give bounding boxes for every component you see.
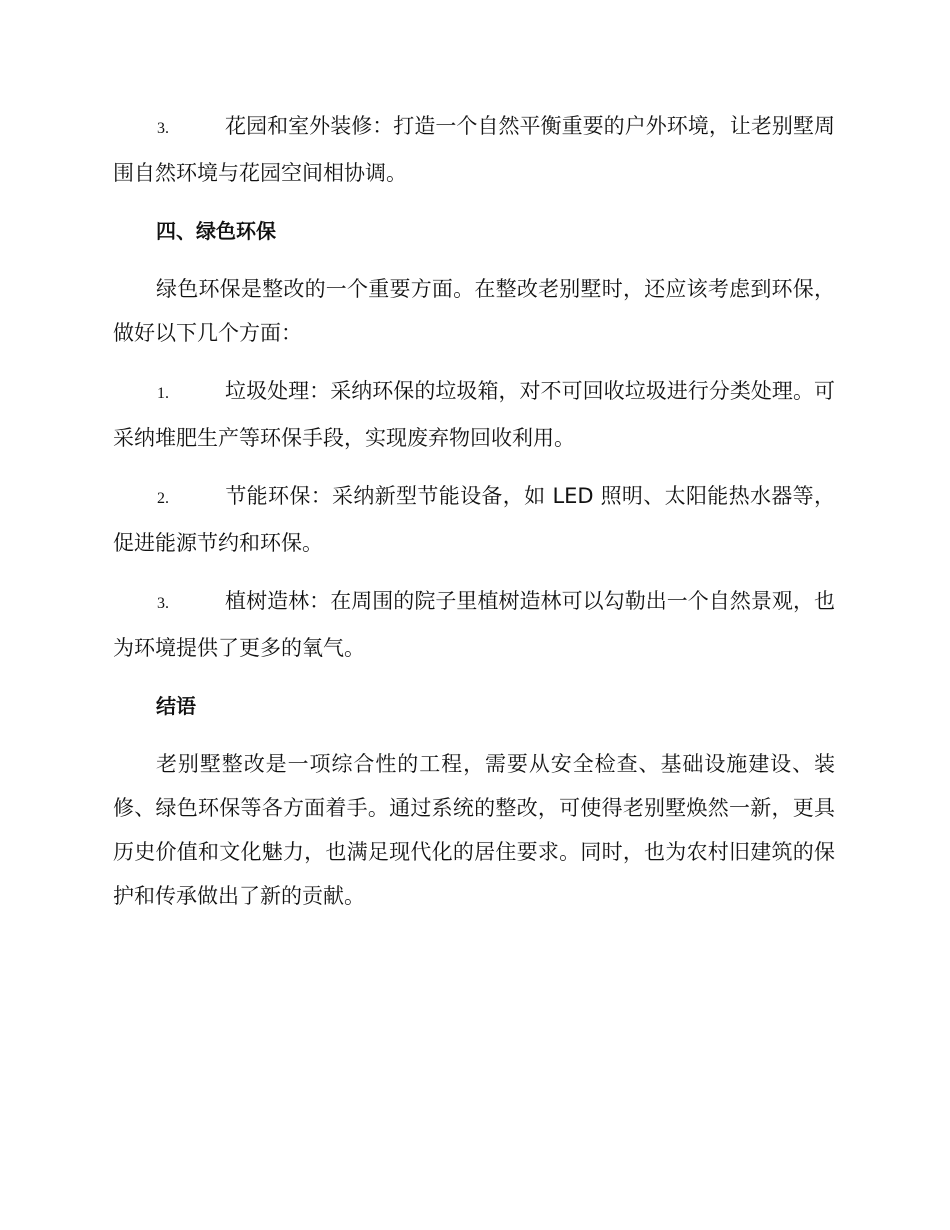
list-item-text: 节能环保：采纳新型节能设备，如 LED 照明、太阳能热水器等，促进能源节约和环保。 <box>113 484 835 555</box>
section-heading-conclusion: 结语 <box>156 694 196 718</box>
list-number: 2. <box>157 490 169 507</box>
list-number: 3. <box>157 120 169 137</box>
section-heading-green: 四、绿色环保 <box>156 219 276 243</box>
document-page <box>113 104 835 918</box>
section-intro-paragraph: 绿色环保是整改的一个重要方面。在整改老别墅时，还应该考虑到环保，做好以下几个方面： <box>113 277 835 345</box>
list-item-energy <box>113 474 835 565</box>
list-item-text: 植树造林：在周围的院子里植树造林可以勾勒出一个自然景观，也为环境提供了更多的氧气。 <box>113 589 835 660</box>
conclusion-paragraph: 老别墅整改是一项综合性的工程，需要从安全检查、基础设施建设、装修、绿色环保等各方面着手。通过系统的整改，可使得老别墅焕然一新，更具历史价值和文化魅力，也满足现代化的居住要求。同时，也为农村旧建筑的保护和传承做出了新的贡献。 <box>113 752 835 908</box>
list-number: 3. <box>157 595 169 612</box>
list-item-trees <box>113 579 835 670</box>
list-item-waste <box>113 369 835 460</box>
list-item-garden <box>113 104 835 195</box>
list-item-text: 垃圾处理：采纳环保的垃圾箱，对不可回收垃圾进行分类处理。可采纳堆肥生产等环保手段，实现废弃物回收利用。 <box>113 379 835 450</box>
list-item-text: 花园和室外装修：打造一个自然平衡重要的户外环境，让老别墅周围自然环境与花园空间相协调。 <box>113 114 835 185</box>
list-number: 1. <box>157 385 169 402</box>
